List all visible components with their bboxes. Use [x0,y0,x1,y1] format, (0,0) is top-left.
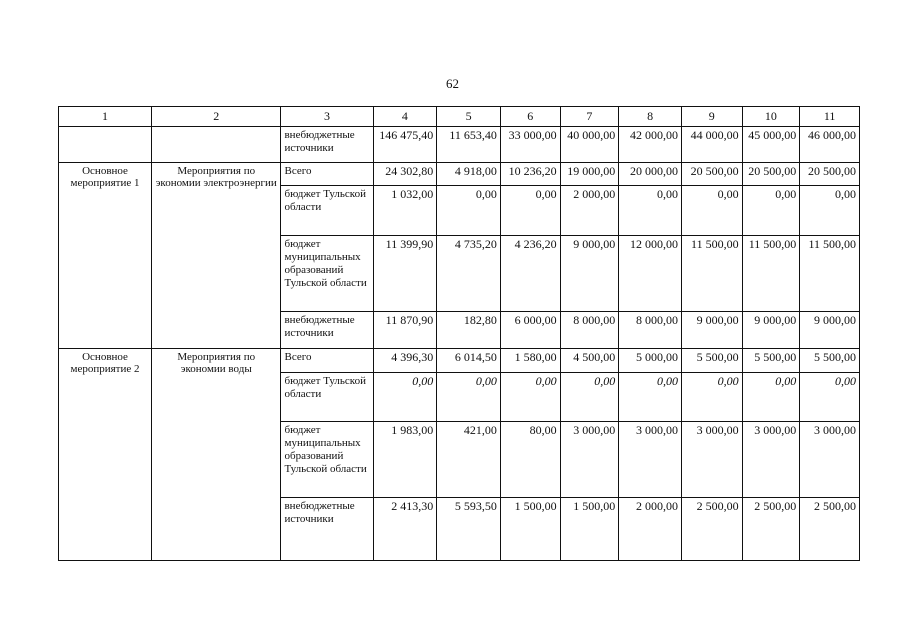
value-cell: 0,00 [619,186,682,236]
value-cell: 0,00 [437,186,501,236]
value-cell: 1 983,00 [373,422,437,498]
column-header: 1 [59,107,152,127]
source-cell: бюджет муниципальных образований Тульской области [281,236,373,312]
source-cell: внебюджетные источники [281,127,373,163]
value-cell: 2 500,00 [800,498,860,561]
value-cell: 4 500,00 [560,349,619,373]
source-cell: бюджет Тульской области [281,186,373,236]
value-cell: 20 500,00 [742,163,800,186]
value-cell: 3 000,00 [560,422,619,498]
value-cell: 9 000,00 [681,312,742,349]
value-cell: 3 000,00 [619,422,682,498]
value-cell: 46 000,00 [800,127,860,163]
value-cell: 12 000,00 [619,236,682,312]
column-header: 8 [619,107,682,127]
value-cell: 1 580,00 [500,349,560,373]
value-cell: 2 500,00 [681,498,742,561]
value-cell: 4 918,00 [437,163,501,186]
value-cell: 24 302,80 [373,163,437,186]
value-cell: 1 032,00 [373,186,437,236]
page-number: 62 [446,76,459,91]
value-cell: 80,00 [500,422,560,498]
value-cell: 2 500,00 [742,498,800,561]
value-cell: 11 399,90 [373,236,437,312]
value-cell: 0,00 [800,186,860,236]
value-cell: 2 413,30 [373,498,437,561]
activity-name-cell: Мероприятия по экономии воды [152,349,281,561]
value-cell: 0,00 [437,373,501,422]
value-cell: 0,00 [742,373,800,422]
value-cell: 45 000,00 [742,127,800,163]
value-cell: 182,80 [437,312,501,349]
value-cell: 5 500,00 [800,349,860,373]
value-cell: 3 000,00 [681,422,742,498]
value-cell: 11 500,00 [681,236,742,312]
source-cell: Всего [281,349,373,373]
value-cell: 4 735,20 [437,236,501,312]
value-cell: 10 236,20 [500,163,560,186]
value-cell: 0,00 [800,373,860,422]
value-cell: 5 593,50 [437,498,501,561]
group-name-cell: Основное мероприятие 1 [59,163,152,349]
column-header: 11 [800,107,860,127]
column-header: 2 [152,107,281,127]
activity-name-cell: Мероприятия по экономии электроэнергии [152,163,281,349]
value-cell: 0,00 [619,373,682,422]
value-cell: 8 000,00 [560,312,619,349]
column-header: 7 [560,107,619,127]
value-cell: 20 500,00 [681,163,742,186]
value-cell: 0,00 [500,373,560,422]
value-cell: 5 000,00 [619,349,682,373]
table-row [59,163,860,186]
value-cell: 11 500,00 [742,236,800,312]
value-cell: 421,00 [437,422,501,498]
source-cell: внебюджетные источники [281,312,373,349]
value-cell: 0,00 [560,373,619,422]
value-cell: 1 500,00 [560,498,619,561]
value-cell: 3 000,00 [800,422,860,498]
column-header: 6 [500,107,560,127]
value-cell: 11 653,40 [437,127,501,163]
value-cell: 11 500,00 [800,236,860,312]
column-header: 5 [437,107,501,127]
value-cell: 8 000,00 [619,312,682,349]
budget-table [58,106,860,561]
table-row [59,127,860,163]
value-cell: 3 000,00 [742,422,800,498]
column-header: 10 [742,107,800,127]
source-cell: бюджет муниципальных образований Тульской области [281,422,373,498]
value-cell: 5 500,00 [681,349,742,373]
value-cell: 2 000,00 [619,498,682,561]
value-cell: 20 500,00 [800,163,860,186]
value-cell: 0,00 [500,186,560,236]
column-header: 9 [681,107,742,127]
header-row [59,107,860,127]
value-cell: 33 000,00 [500,127,560,163]
value-cell: 9 000,00 [560,236,619,312]
value-cell: 0,00 [742,186,800,236]
value-cell: 19 000,00 [560,163,619,186]
value-cell: 44 000,00 [681,127,742,163]
activity-cell-empty [152,127,281,163]
value-cell: 40 000,00 [560,127,619,163]
group-name-cell: Основное мероприятие 2 [59,349,152,561]
value-cell: 4 396,30 [373,349,437,373]
source-cell: Всего [281,163,373,186]
source-cell: внебюджетные источники [281,498,373,561]
value-cell: 2 000,00 [560,186,619,236]
table-row [59,349,860,373]
value-cell: 0,00 [681,373,742,422]
value-cell: 6 000,00 [500,312,560,349]
value-cell: 11 870,90 [373,312,437,349]
value-cell: 20 000,00 [619,163,682,186]
source-cell: бюджет Тульской области [281,373,373,422]
value-cell: 6 014,50 [437,349,501,373]
column-header: 4 [373,107,437,127]
value-cell: 1 500,00 [500,498,560,561]
value-cell: 0,00 [681,186,742,236]
value-cell: 9 000,00 [742,312,800,349]
value-cell: 9 000,00 [800,312,860,349]
value-cell: 42 000,00 [619,127,682,163]
value-cell: 5 500,00 [742,349,800,373]
value-cell: 0,00 [373,373,437,422]
value-cell: 4 236,20 [500,236,560,312]
value-cell: 146 475,40 [373,127,437,163]
column-header: 3 [281,107,373,127]
group-cell-empty [59,127,152,163]
